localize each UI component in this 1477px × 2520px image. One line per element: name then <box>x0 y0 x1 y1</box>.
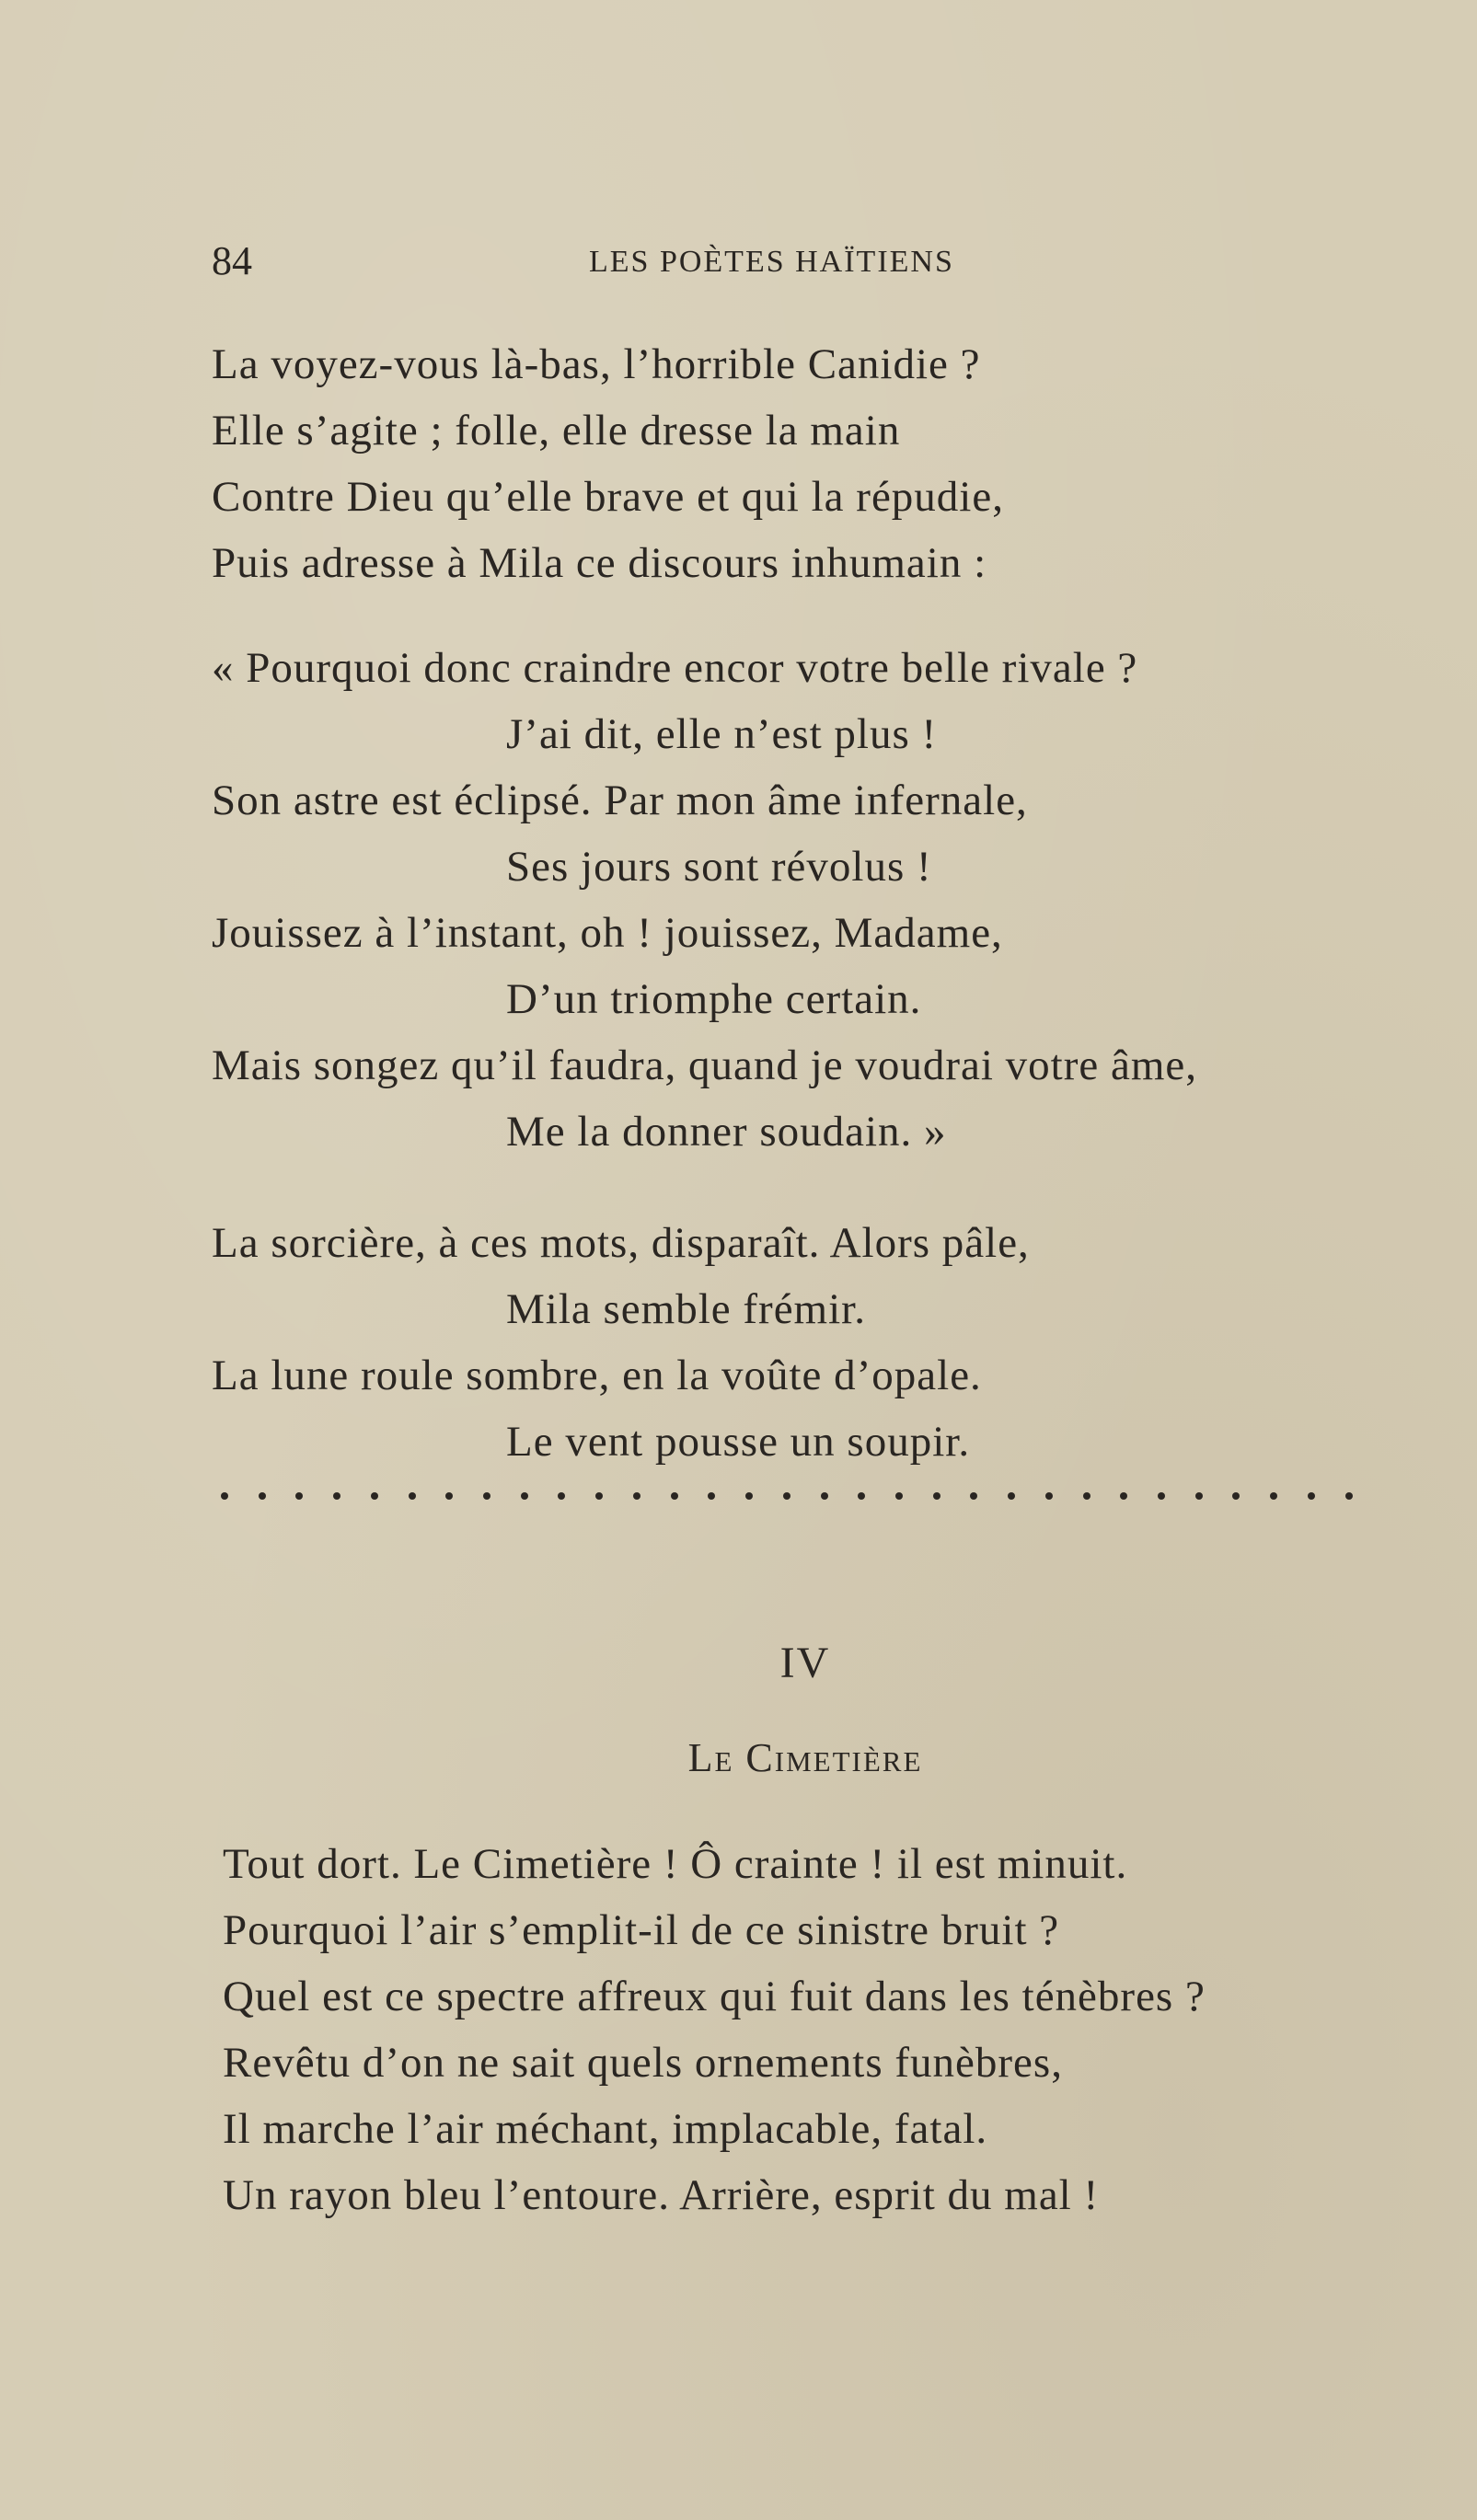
verse-line: Contre Dieu qu’elle brave et qui la répudie, <box>212 473 1004 521</box>
separator-dot <box>1120 1492 1127 1500</box>
separator-dot <box>221 1492 228 1500</box>
separator-dot <box>671 1492 678 1500</box>
stanza-4 <box>212 1831 1206 2228</box>
verse-line-indented: Le vent pousse un soupir. <box>506 1418 971 1466</box>
verse-line-indented: Me la donner soudain. » <box>506 1108 947 1156</box>
verse-line-indented: D’un triomphe certain. <box>506 975 922 1023</box>
separator-dot <box>1232 1492 1240 1500</box>
verse-line: Jouissez à l’instant, oh ! jouissez, Madame, <box>212 909 1003 957</box>
verse-line: La voyez-vous là-bas, l’horrible Canidie ? <box>212 340 981 388</box>
separator-dot <box>783 1492 790 1500</box>
verse-line: Elle s’agite ; folle, elle dresse la main <box>212 407 901 455</box>
separator-dot <box>371 1492 378 1500</box>
separator-dot <box>445 1492 453 1500</box>
separator-dot <box>1008 1492 1015 1500</box>
verse-line: Mais songez qu’il faudra, quand je voudrai votre âme, <box>212 1041 1198 1089</box>
verse-line-indented: Ses jours sont révolus ! <box>506 843 932 891</box>
stanza-3 <box>212 1210 1030 1475</box>
separator-dot <box>895 1492 903 1500</box>
verse-line: Un rayon bleu l’entoure. Arrière, esprit du mal ! <box>223 2171 1100 2219</box>
separator-dot <box>1045 1492 1053 1500</box>
verse-line: La sorcière, à ces mots, disparaît. Alors pâle, <box>212 1219 1030 1267</box>
verse-line: Pourquoi l’air s’emplit-il de ce sinistre bruit ? <box>223 1906 1060 1954</box>
running-head <box>212 237 1238 293</box>
verse-line: La lune roule sombre, en la voûte d’opale. <box>212 1352 982 1399</box>
separator-dot <box>745 1492 753 1500</box>
separator-dot <box>708 1492 715 1500</box>
separator-dot <box>933 1492 940 1500</box>
verse-line-indented: Mila semble frémir. <box>506 1285 866 1333</box>
separator-dot <box>1083 1492 1090 1500</box>
running-title: LES POÈTES HAÏTIENS <box>589 245 954 279</box>
verse-line: Il marche l’air méchant, implacable, fatal. <box>223 2105 988 2153</box>
separator-dot <box>1195 1492 1203 1500</box>
verse-line: Son astre est éclipsé. Par mon âme infernale, <box>212 777 1028 824</box>
separator-dot <box>333 1492 340 1500</box>
separator-dot <box>821 1492 828 1500</box>
verse-line: Revêtu d’on ne sait quels ornements funèbres, <box>223 2039 1063 2087</box>
separator-dot <box>858 1492 865 1500</box>
dotted-separator <box>221 1492 1353 1500</box>
section-title: Le Cimetière <box>687 1735 923 1780</box>
separator-dot <box>1308 1492 1315 1500</box>
separator-dot <box>633 1492 640 1500</box>
verse-line: « Pourquoi donc craindre encor votre belle rivale ? <box>212 644 1138 692</box>
separator-dot <box>1158 1492 1165 1500</box>
separator-dot <box>1270 1492 1277 1500</box>
separator-dot <box>295 1492 303 1500</box>
separator-dot <box>970 1492 977 1500</box>
separator-dot <box>595 1492 603 1500</box>
verse-line: Puis adresse à Mila ce discours inhumain : <box>212 539 987 587</box>
stanza-2 <box>212 635 1197 1165</box>
separator-dot <box>1345 1492 1353 1500</box>
section-number: IV <box>779 1639 831 1687</box>
separator-dot <box>521 1492 528 1500</box>
stanza-1 <box>212 331 1004 596</box>
verse-line: Quel est ce spectre affreux qui fuit dans les ténèbres ? <box>223 1973 1206 2020</box>
separator-dot <box>259 1492 266 1500</box>
separator-dot <box>558 1492 565 1500</box>
page-number: 84 <box>212 238 252 283</box>
verse-line: Tout dort. Le Cimetière ! Ô crainte ! il est minuit. <box>223 1840 1128 1888</box>
separator-dot <box>483 1492 490 1500</box>
verse-line-indented: J’ai dit, elle n’est plus ! <box>506 710 938 758</box>
separator-dot <box>409 1492 416 1500</box>
